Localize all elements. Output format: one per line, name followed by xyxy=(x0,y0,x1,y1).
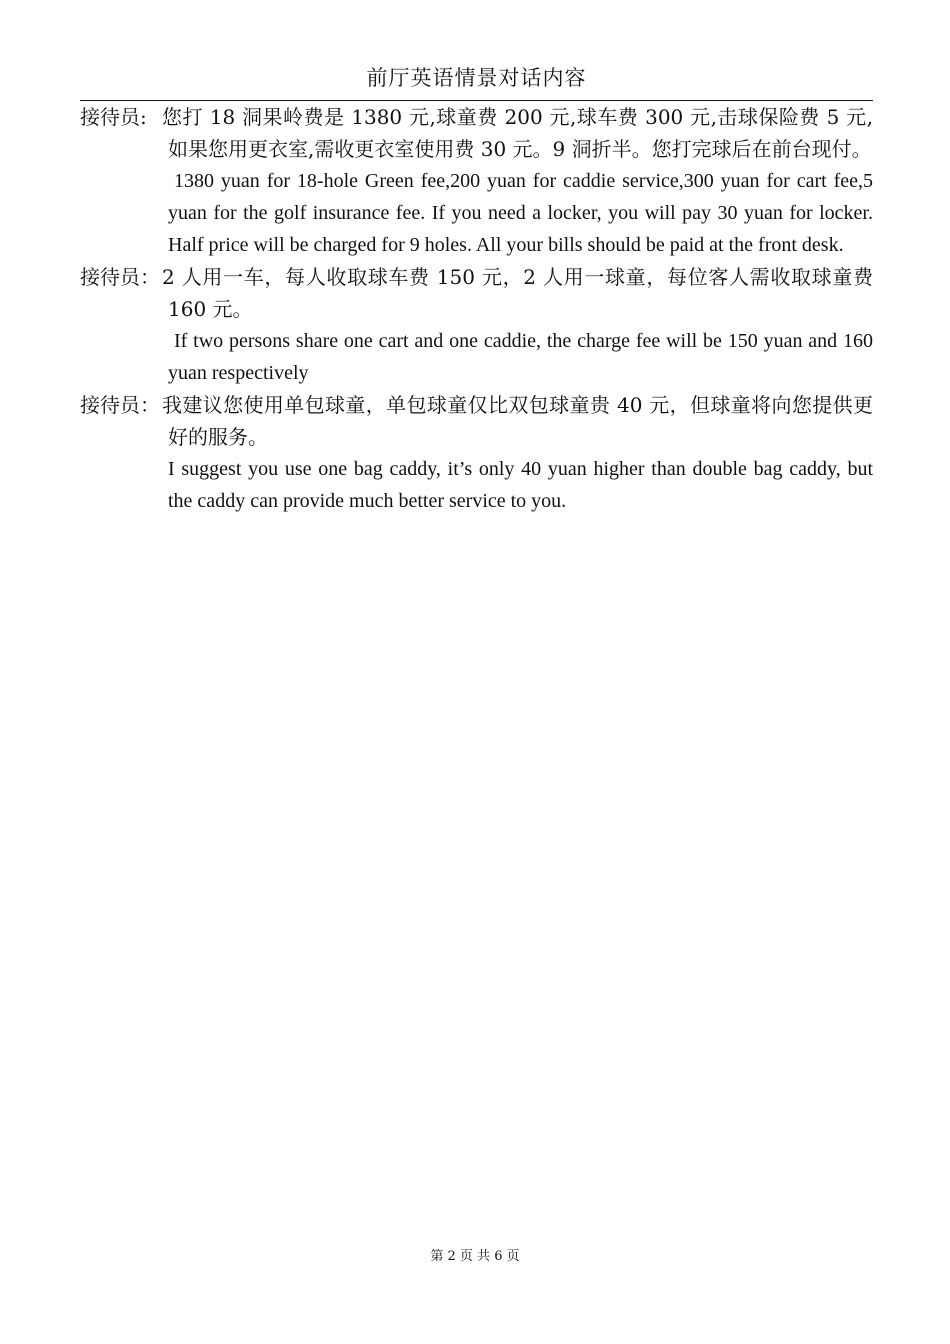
page-number-footer: 第 2 页 共 6 页 xyxy=(430,1249,520,1264)
dialogue-content xyxy=(80,101,873,517)
speaker-label: 接待员: xyxy=(80,105,147,129)
dialogue-entry xyxy=(80,261,873,389)
chinese-text: 我建议您使用单包球童，单包球童仅比双包球童贵 40 元，但球童将向您提供更好的服务。 xyxy=(162,393,873,449)
english-text: 1380 yuan for 18-hole Green fee,200 yuan for caddie service,300 yuan for cart fee,5 yuan for the golf insurance fee. If you need a locker, you will pay 30 yuan for locker. Half price will be charged for 9 holes. All your bills should be paid at the front desk. xyxy=(168,170,873,256)
english-text: If two persons share one cart and one caddie, the charge fee will be 150 yuan and 160 yuan respectively xyxy=(168,330,873,384)
chinese-text: 您打 18 洞果岭费是 1380 元,球童费 200 元,球车费 300 元,击球保险费 5 元,如果您用更衣室,需收更衣室使用费 30 元。9 洞折半。您打完球后在前台现付。 xyxy=(162,105,873,161)
dialogue-entry xyxy=(80,101,873,261)
chinese-text: 2 人用一车，每人收取球车费 150 元，2 人用一球童，每位客人需收取球童费 160 元。 xyxy=(162,265,873,321)
dialogue-entry xyxy=(80,389,873,517)
speaker-label: 接待员： xyxy=(80,393,160,417)
speaker-label: 接待员： xyxy=(80,265,160,289)
page-header-title: 前厅英语情景对话内容 xyxy=(366,66,587,90)
english-text: I suggest you use one bag caddy, it’s only 40 yuan higher than double bag caddy, but the caddy can provide much better service to you. xyxy=(168,458,873,512)
